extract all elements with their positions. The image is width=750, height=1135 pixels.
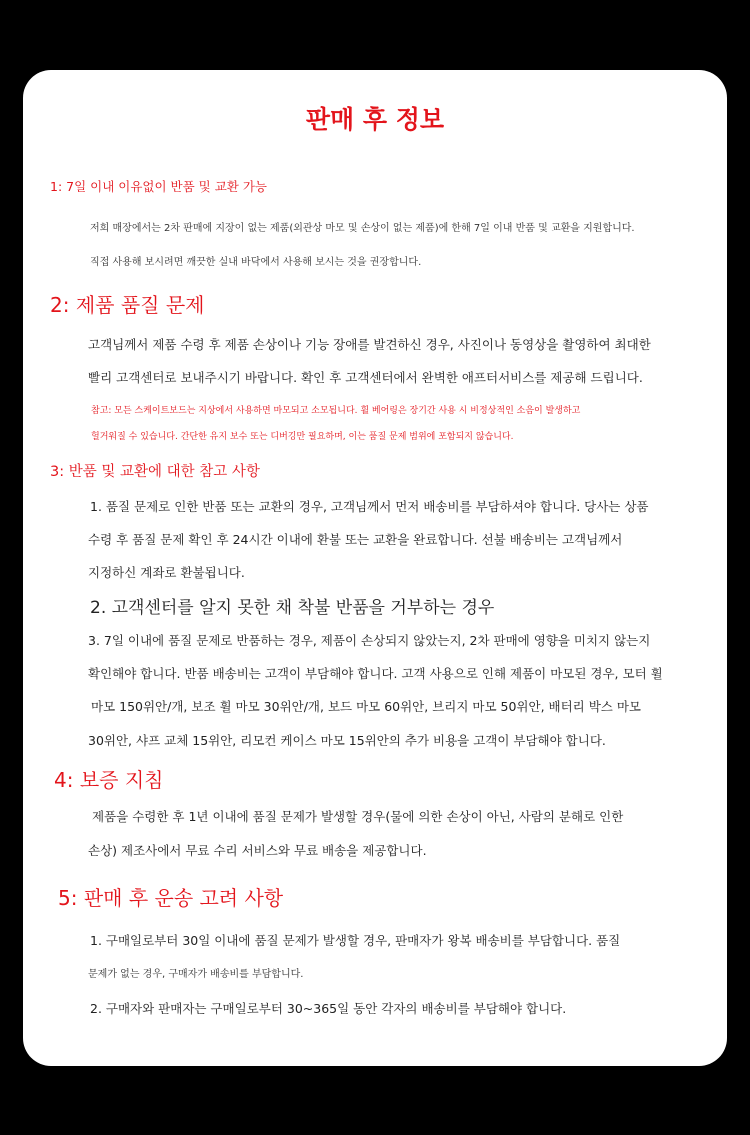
section-5-line: 2. 구매자와 판매자는 구매일로부터 30~365일 동안 각자의 배송비를 부담해야 합니다. — [90, 1001, 567, 1016]
page-title: 판매 후 정보 — [305, 105, 445, 134]
section-2-line: 빨리 고객센터로 보내주시기 바랍니다. 확인 후 고객센터에서 완벽한 애프터서비스를 제공해 드립니다. — [88, 370, 643, 385]
section-2-heading: 2: 제품 품질 문제 — [50, 293, 205, 317]
section-4-line: 손상) 제조사에서 무료 수리 서비스와 무료 배송을 제공합니다. — [88, 843, 427, 858]
section-3-line: 수령 후 품질 문제 확인 후 24시간 이내에 환불 또는 교환을 완료합니다. 선불 배송비는 고객님께서 — [88, 532, 623, 547]
section-5-line: 문제가 없는 경우, 구매자가 배송비를 부담합니다. — [88, 969, 304, 980]
section-2-note: 헐거워질 수 있습니다. 간단한 유지 보수 또는 디버깅만 필요하며, 이는 품질 문제 범위에 포함되지 않습니다. — [91, 432, 514, 442]
section-3-line-large: 2. 고객센터를 알지 못한 채 착불 반품을 거부하는 경우 — [90, 598, 495, 618]
section-5-heading: 5: 판매 후 운송 고려 사항 — [58, 886, 284, 910]
section-4-heading: 4: 보증 지침 — [54, 768, 164, 792]
section-3-line: 확인해야 합니다. 반품 배송비는 고객이 부담해야 합니다. 고객 사용으로 인해 제품이 마모된 경우, 모터 휠 — [88, 666, 663, 681]
section-1-line: 직접 사용해 보시려면 깨끗한 실내 바닥에서 사용해 보시는 것을 권장합니다. — [90, 257, 422, 268]
section-1-line: 저희 매장에서는 2차 판매에 지장이 없는 제품(외관상 마모 및 손상이 없는 제품)에 한해 7일 이내 반품 및 교환을 지원합니다. — [90, 223, 635, 234]
section-1-heading: 1: 7일 이내 이유없이 반품 및 교환 가능 — [50, 179, 267, 194]
after-sales-card — [23, 70, 727, 1066]
section-3-heading: 3: 반품 및 교환에 대한 참고 사항 — [50, 464, 260, 480]
section-3-line: 1. 품질 문제로 인한 반품 또는 교환의 경우, 고객님께서 먼저 배송비를 부담하셔야 합니다. 당사는 상품 — [90, 499, 649, 514]
section-3-line: 3. 7일 이내에 품질 문제로 반품하는 경우, 제품이 손상되지 않았는지, 2차 판매에 영향을 미치지 않는지 — [88, 633, 651, 648]
section-3-line: 지정하신 계좌로 환불됩니다. — [88, 565, 245, 580]
section-2-line: 고객님께서 제품 수령 후 제품 손상이나 기능 장애를 발견하신 경우, 사진이나 동영상을 촬영하여 최대한 — [88, 337, 651, 352]
section-2-note: 참고: 모든 스케이트보드는 지상에서 사용하면 마모되고 소모됩니다. 휠 베어링은 장기간 사용 시 비정상적인 소음이 발생하고 — [91, 406, 581, 416]
section-4-line: 제품을 수령한 후 1년 이내에 품질 문제가 발생할 경우(물에 의한 손상이 아닌, 사람의 분해로 인한 — [92, 809, 624, 824]
section-3-line: 마모 150위안/개, 보조 휠 마모 30위안/개, 보드 마모 60위안, 브리지 마모 50위안, 배터리 박스 마모 — [91, 699, 641, 714]
section-5-line: 1. 구매일로부터 30일 이내에 품질 문제가 발생할 경우, 판매자가 왕복 배송비를 부담합니다. 품질 — [90, 933, 621, 948]
section-3-line: 30위안, 샤프 교체 15위안, 리모컨 케이스 마모 15위안의 추가 비용을 고객이 부담해야 합니다. — [88, 733, 606, 748]
